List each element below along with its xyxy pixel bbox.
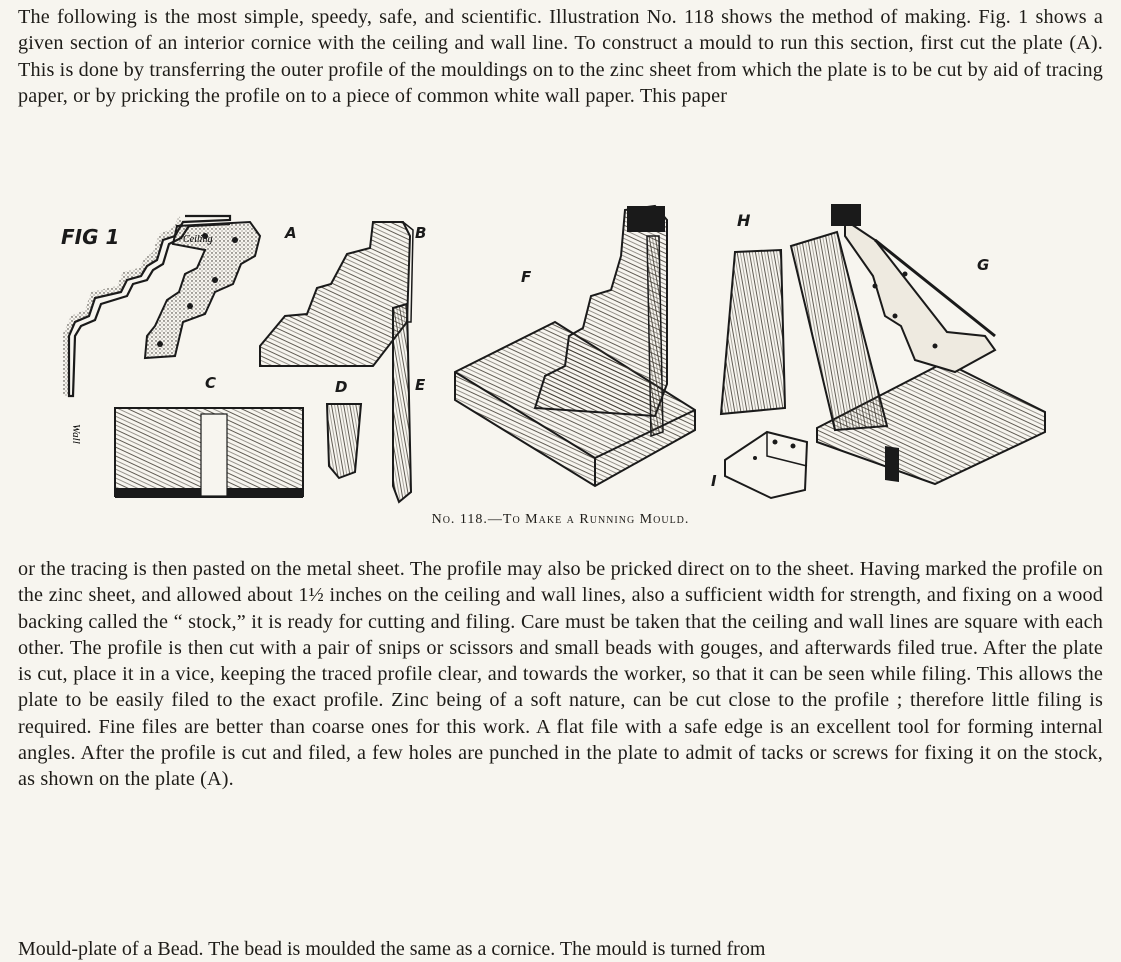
label-a: A: [285, 224, 297, 242]
piece-i: [711, 432, 807, 498]
slipper-d: [327, 378, 361, 478]
label-i: I: [711, 472, 717, 490]
label-e: E: [415, 376, 426, 394]
mould-f: [455, 206, 695, 486]
figure-illustration: [55, 196, 1065, 514]
mould-g: [791, 204, 1045, 484]
paragraph-top: The following is the most simple, speedy, safe, and scientific. Illustration No. 118 shows the method of making. Fig. 1 shows a given section of an interior cornice with the ceiling and wall line. To construct a mould to run this section, first cut the plate (A). This is done by transferring the outer profile of the mouldings on to the zinc sheet from which the plate is to be cut by aid of tracing paper, or by pricking the profile on to a piece of common white wall paper. This paper: [18, 6, 1104, 107]
slipper-e: [393, 304, 426, 502]
figure-caption: No. 118.—To Make a Running Mould.: [431, 512, 690, 527]
label-f: F: [521, 268, 532, 286]
label-c: C: [205, 374, 217, 392]
boards-c: [115, 374, 303, 498]
fig1-label: FIG 1: [61, 225, 120, 249]
label-d: D: [335, 378, 348, 396]
figure-running-mould: [55, 196, 1065, 514]
label-h: H: [737, 211, 751, 230]
paragraph-cut-off: Mould-plate of a Bead. The bead is moulded the same as a cornice. The mould is turned from: [18, 938, 766, 960]
wall-label: Wall: [70, 424, 82, 444]
label-g: G: [977, 256, 990, 274]
board-h: [721, 211, 785, 414]
label-b: B: [415, 224, 427, 242]
paragraph-bottom: or the tracing is then pasted on the metal sheet. The profile may also be pricked direct on to the sheet. Having marked the profile on the zinc sheet, and allowed about 1½ inches on the ceiling and wall lines, also a sufficient width for strength, and fixing on a wood backing called the “ stock,” it is ready for cutting and filing. Care must be taken that the ceiling and wall lines are square with each other. The profile is then cut with a pair of snips or scissors and small beads with gouges, and afterwards filed true. After the plate is cut, place it in a vice, keeping the traced profile clear, and towards the worker, so that it can be seen while filing. This allows the plate to be easily filed to the exact profile. Zinc being of a soft nature, can be cut close to the profile ; therefore little filing is required. Fine files are better than coarse ones for this work. A flat file with a safe edge is an excellent tool for forming internal angles. After the profile is cut and filed, a few holes are punched in the plate to admit of tacks or screws for fixing it on the stock, as shown on the plate (A).: [18, 558, 1103, 791]
